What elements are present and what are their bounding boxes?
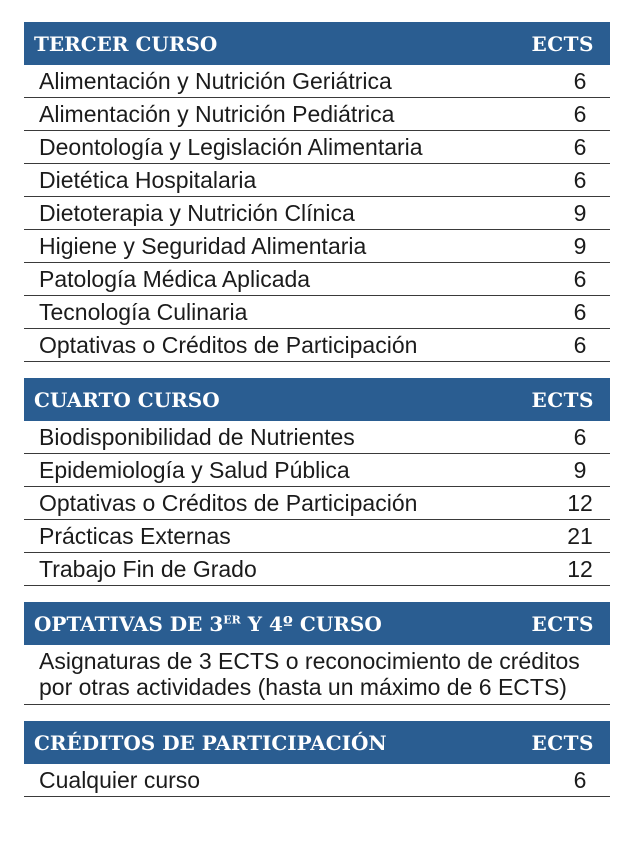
ordinal-superscript: ER (223, 612, 241, 626)
section-header (24, 22, 610, 65)
subject-name: Dietética Hospitalaria (39, 166, 257, 193)
table-row (24, 131, 610, 164)
table-row (24, 164, 610, 197)
section-title (34, 612, 382, 636)
table-row (24, 553, 610, 586)
table-row (24, 329, 610, 362)
table-row (24, 421, 610, 454)
table-row (24, 454, 610, 487)
subject-name: Deontología y Legislación Alimentaria (39, 133, 423, 160)
ects-value: 21 (567, 522, 593, 549)
section-title: CUARTO CURSO (34, 387, 220, 412)
section-title: CRÉDITOS DE PARTICIPACIÓN (34, 730, 387, 755)
ects-value: 6 (573, 298, 587, 325)
section-header (24, 721, 610, 764)
ects-value: 12 (567, 489, 593, 516)
table-row (24, 487, 610, 520)
subject-name: Alimentación y Nutrición Geriátrica (39, 67, 392, 94)
section-cuarto-curso (24, 378, 610, 586)
ects-value: 9 (573, 456, 587, 483)
subject-name: Patología Médica Aplicada (39, 265, 311, 292)
ects-value: 12 (567, 555, 593, 582)
ects-value: 9 (573, 199, 587, 226)
ects-value: 6 (573, 166, 587, 193)
subject-name: Prácticas Externas (39, 522, 231, 549)
curriculum-table (24, 22, 610, 813)
ects-value: 6 (573, 265, 587, 292)
ects-value: 6 (573, 67, 587, 94)
ects-value: 6 (573, 331, 587, 358)
section-optativas (24, 602, 610, 705)
subject-name: Optativas o Créditos de Participación (39, 331, 418, 358)
ects-value: 6 (573, 766, 587, 793)
subject-name: Trabajo Fin de Grado (39, 555, 257, 582)
table-row (24, 65, 610, 98)
section-tercer-curso (24, 22, 610, 362)
subject-name: Higiene y Seguridad Alimentaria (39, 232, 367, 259)
subject-name: Biodisponibilidad de Nutrientes (39, 423, 355, 450)
subject-name: Tecnología Culinaria (39, 298, 248, 325)
table-row (24, 98, 610, 131)
ects-column-header: ECTS (531, 31, 594, 56)
section-creditos-participacion (24, 721, 610, 797)
ects-column-header: ECTS (531, 730, 594, 755)
table-row (24, 296, 610, 329)
subject-name: Alimentación y Nutrición Pediátrica (39, 100, 395, 127)
ects-value: 6 (573, 423, 587, 450)
subject-name: Optativas o Créditos de Participación (39, 489, 418, 516)
ects-value: 9 (573, 232, 587, 259)
subject-name: Dietoterapia y Nutrición Clínica (39, 199, 355, 226)
section-header (24, 378, 610, 421)
table-row (24, 520, 610, 553)
ects-value: 6 (573, 100, 587, 127)
table-row (24, 197, 610, 230)
section-title-part: Y 4º CURSO (240, 611, 382, 636)
subject-name: Cualquier curso (39, 766, 201, 793)
ects-column-header: ECTS (531, 611, 594, 636)
section-title: TERCER CURSO (34, 31, 218, 56)
table-row (24, 263, 610, 296)
optativas-note: Asignaturas de 3 ECTS o reconocimiento de créditos por otras actividades (hasta un máximo de 6 ECTS) (24, 645, 610, 705)
section-header (24, 602, 610, 645)
subject-name: Epidemiología y Salud Pública (39, 456, 350, 483)
ects-column-header: ECTS (531, 387, 594, 412)
table-row (24, 230, 610, 263)
section-title-part: OPTATIVAS DE 3 (34, 611, 224, 636)
ects-value: 6 (573, 133, 587, 160)
table-row (24, 764, 610, 797)
